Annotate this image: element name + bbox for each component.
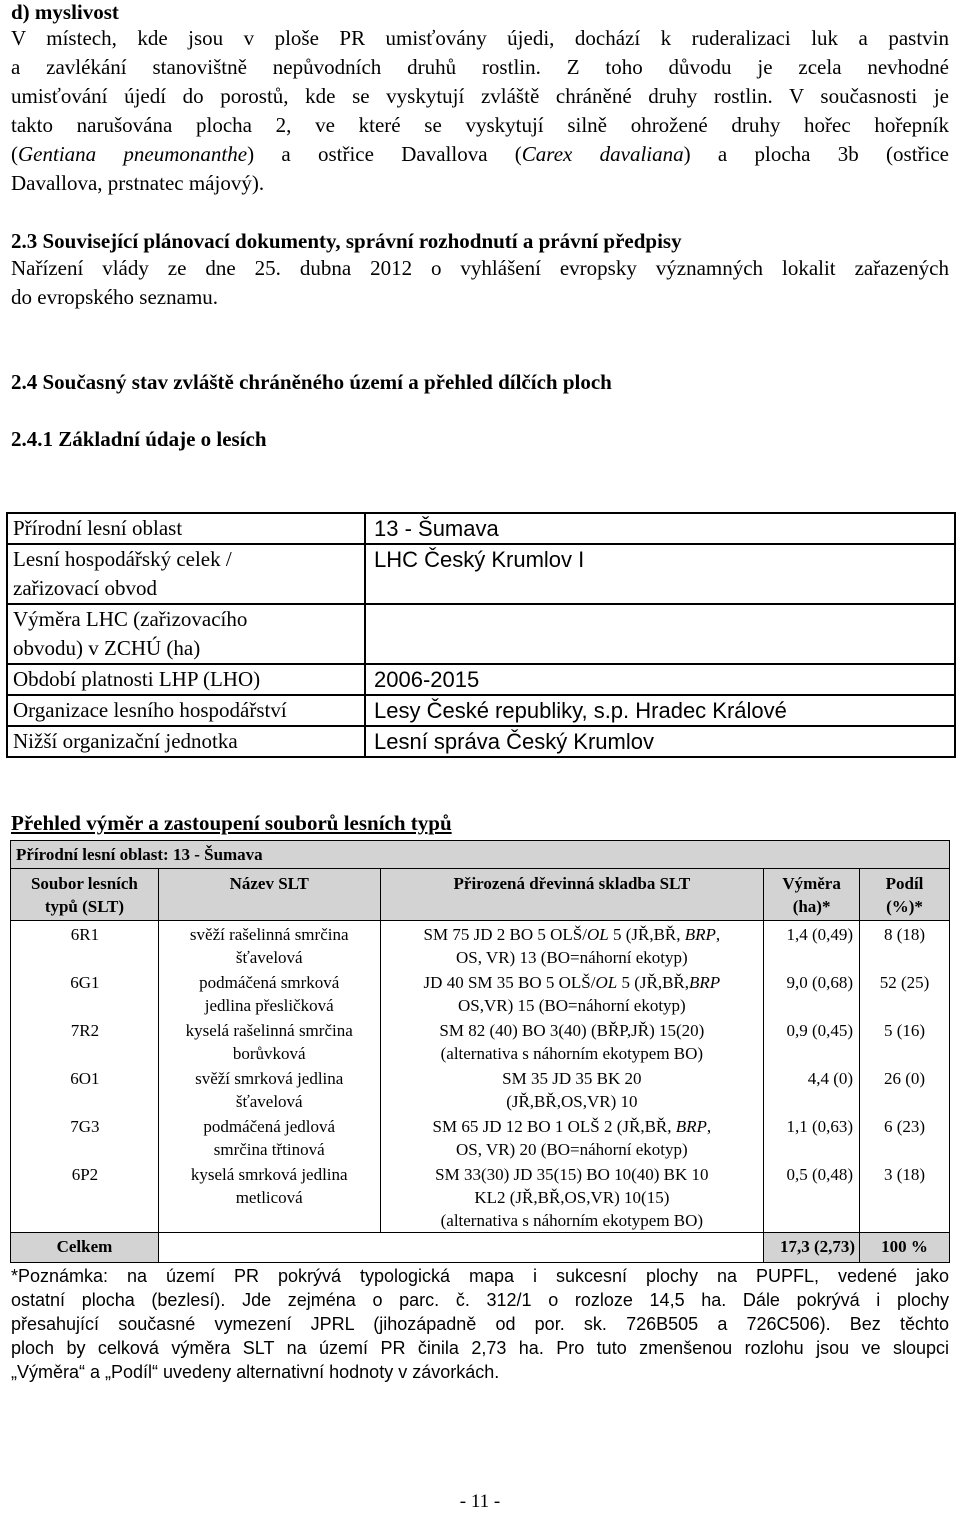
hunting-heading: d) myslivost: [11, 0, 119, 24]
slt-code: 7R2: [11, 1017, 159, 1065]
slt-area: 0,5 (0,48): [764, 1161, 860, 1233]
note-line: přesahující současné vymezení JPRL (jihozápadně od por. sk. 726B505 a 726C506). Bez těchto: [11, 1314, 949, 1334]
slt-composition: JD 40 SM 35 BO 5 OLŠ/OL 5 (JŘ,BŘ,BRP OS,VR) 15 (BO=náhorní ekotyp): [380, 969, 764, 1017]
column-header: Název SLT: [158, 869, 380, 921]
slt-overview-title: Přehled výměr a zastoupení souborů lesních typů: [11, 811, 452, 835]
table-row: [7, 544, 955, 604]
slt-code: 7G3: [11, 1113, 159, 1161]
table-row: [11, 1017, 950, 1065]
info-label: Organizace lesního hospodářství: [7, 695, 365, 726]
slt-share: 6 (23): [860, 1113, 950, 1161]
slt-name: kyselá smrková jedlina metlicová: [158, 1161, 380, 1233]
slt-share: 5 (16): [860, 1017, 950, 1065]
paragraph-line: a zavlékání stanovištně nepůvodních druhů rostlin. Z toho důvodu je zcela nevhodné: [11, 55, 949, 79]
slt-name: svěží smrková jedlina šťavelová: [158, 1065, 380, 1113]
slt-area: 4,4 (0): [764, 1065, 860, 1113]
hunting-paragraph: [11, 24, 949, 198]
info-value: Lesy České republiky, s.p. Hradec Králové: [365, 695, 955, 726]
note-line: „Výměra“ a „Podíl“ uvedeny alternativní hodnoty v závorkách.: [11, 1362, 500, 1382]
info-value: 2006-2015: [365, 664, 955, 695]
table-row: [7, 604, 955, 664]
slt-code: 6O1: [11, 1065, 159, 1113]
column-header: Podíl (%)*: [860, 869, 950, 921]
table-row: [7, 513, 955, 544]
info-label: Výměra LHC (zařizovacího obvodu) v ZCHÚ (ha): [7, 604, 365, 664]
slt-code: 6R1: [11, 921, 159, 970]
paragraph-line: takto narušována plocha 2, ve které se vyskytují silně ohrožené druhy hořec hořepník: [11, 113, 949, 137]
slt-composition: SM 75 JD 2 BO 5 OLŠ/OL 5 (JŘ,BŘ, BRP, OS, VR) 13 (BO=náhorní ekotyp): [380, 921, 764, 970]
info-label: Období platnosti LHP (LHO): [7, 664, 365, 695]
slt-share: 26 (0): [860, 1065, 950, 1113]
slt-name: podmáčená jedlová smrčina třtinová: [158, 1113, 380, 1161]
info-value: Lesní správa Český Krumlov: [365, 726, 955, 757]
note-line: ostatní plocha (bezlesí). Jde zejména o parc. č. 312/1 o rozloze 14,5 ha. Dále pokrývá i plochy: [11, 1290, 949, 1310]
note-line: *Poznámka: na území PR pokrývá typologická mapa i sukcesní plochy na PUPFL, vedené jako: [11, 1266, 949, 1286]
table-total-row: [11, 1233, 950, 1263]
paragraph-line: V místech, kde jsou v ploše PR umisťovány újedi, dochází k ruderalizaci luk a pastvin: [11, 26, 949, 50]
paragraph-line: Nařízení vlády ze dne 25. dubna 2012 o vyhlášení evropsky významných lokalit zařazených: [11, 256, 949, 280]
latin-name: Gentiana pneumonanthe: [18, 142, 248, 166]
info-value: 13 - Šumava: [365, 513, 955, 544]
column-header: Soubor lesních typů (SLT): [11, 869, 159, 921]
info-value: [365, 604, 955, 664]
region-cell: Přírodní lesní oblast: 13 - Šumava: [11, 841, 950, 869]
paragraph-line: Davallova, prstnatec májový).: [11, 171, 265, 195]
table-header-row: [11, 869, 950, 921]
slt-share: 3 (18): [860, 1161, 950, 1233]
section-2-3-heading: 2.3 Související plánovací dokumenty, správní rozhodnutí a právní předpisy: [11, 229, 682, 253]
blank-cell: [158, 1233, 763, 1263]
table-row: [11, 1065, 950, 1113]
slt-composition: SM 33(30) JD 35(15) BO 10(40) BK 10 KL2 (JŘ,BŘ,OS,VR) 10(15) (alternativa s náhorním ekotypem BO): [380, 1161, 764, 1233]
info-label: Přírodní lesní oblast: [7, 513, 365, 544]
footnote: [11, 1264, 949, 1384]
table-row: [11, 921, 950, 970]
info-label: Nižší organizační jednotka: [7, 726, 365, 757]
total-share: 100 %: [860, 1233, 950, 1263]
info-label: Lesní hospodářský celek / zařizovací obvod: [7, 544, 365, 604]
table-row: [11, 841, 950, 869]
slt-composition: SM 65 JD 12 BO 1 OLŠ 2 (JŘ,BŘ, BRP, OS, VR) 20 (BO=náhorní ekotyp): [380, 1113, 764, 1161]
table-row: [11, 969, 950, 1017]
slt-code: 6G1: [11, 969, 159, 1017]
slt-area: 9,0 (0,68): [764, 969, 860, 1017]
latin-name: Carex davaliana: [521, 142, 684, 166]
paragraph-line: umisťování újedí do porostů, kde se vyskytují zvláště chráněné druhy rostlin. V současnosti je: [11, 84, 949, 108]
table-row: [11, 1113, 950, 1161]
section-2-4-1-heading: 2.4.1 Základní údaje o lesích: [11, 427, 267, 451]
note-line: ploch by celková výměra SLT na území PR činila 2,73 ha. Pro tuto zmenšenou rozlohu jsou ve sloupci: [11, 1338, 949, 1358]
column-header: Přirozená dřevinná skladba SLT: [380, 869, 764, 921]
slt-area: 0,9 (0,45): [764, 1017, 860, 1065]
slt-name: kyselá rašelinná smrčina borůvková: [158, 1017, 380, 1065]
section-2-3-paragraph: [11, 254, 949, 312]
slt-share: 52 (25): [860, 969, 950, 1017]
total-label: Celkem: [11, 1233, 159, 1263]
slt-name: podmáčená smrková jedlina přesličková: [158, 969, 380, 1017]
slt-composition: SM 82 (40) BO 3(40) (BŘP,JŘ) 15(20) (alternativa s náhorním ekotypem BO): [380, 1017, 764, 1065]
table-row: [7, 726, 955, 757]
info-value: LHC Český Krumlov I: [365, 544, 955, 604]
slt-code: 6P2: [11, 1161, 159, 1233]
page-number: - 11 -: [459, 1491, 501, 1512]
table-row: [7, 695, 955, 726]
slt-composition: SM 35 JD 35 BK 20 (JŘ,BŘ,OS,VR) 10: [380, 1065, 764, 1113]
slt-table: [10, 840, 950, 1263]
table-row: [11, 1161, 950, 1233]
slt-area: 1,1 (0,63): [764, 1113, 860, 1161]
slt-share: 8 (18): [860, 921, 950, 970]
paragraph-line-species: (Gentiana pneumonanthe) a ostřice Davallova (Carex davaliana) a plocha 3b (ostřice: [11, 142, 949, 166]
paragraph-line: do evropského seznamu.: [11, 285, 219, 309]
slt-area: 1,4 (0,49): [764, 921, 860, 970]
slt-name: svěží rašelinná smrčina šťavelová: [158, 921, 380, 970]
table-row: [7, 664, 955, 695]
forest-info-table: [6, 512, 956, 758]
total-area: 17,3 (2,73): [764, 1233, 860, 1263]
slt-table-body: [11, 921, 950, 1233]
column-header: Výměra (ha)*: [764, 869, 860, 921]
section-2-4-heading: 2.4 Současný stav zvláště chráněného území a přehled dílčích ploch: [11, 370, 612, 394]
